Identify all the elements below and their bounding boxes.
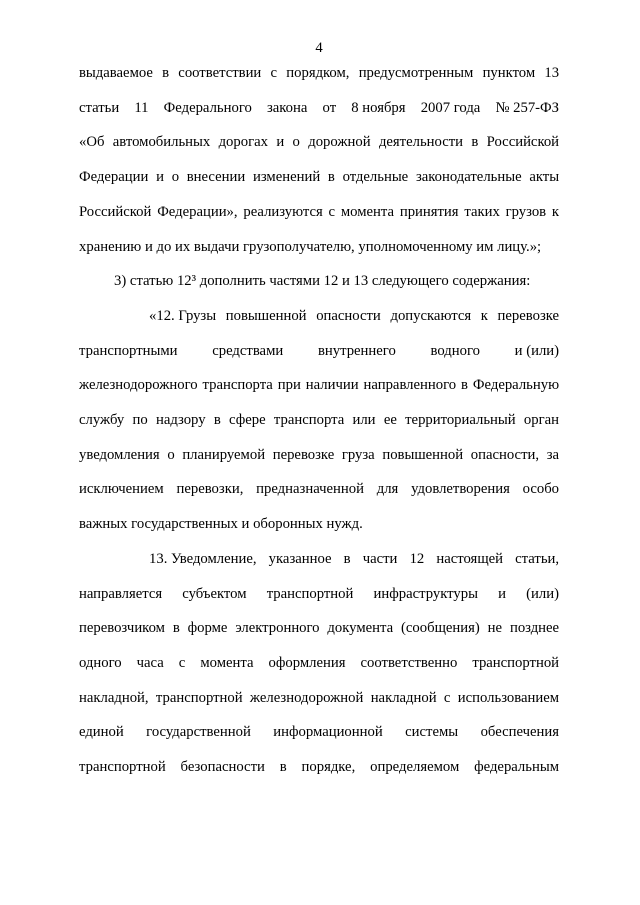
text-line: «Об автомобильных дорогах и о дорожной деятельности в Российской xyxy=(79,134,560,151)
text-line: направляется субъектом транспортной инфраструктуры и (или) xyxy=(79,585,559,602)
text-line: выдаваемое в соответствии с порядком, предусмотренным пунктом 13 xyxy=(79,65,560,81)
no-break-phrase: 8 ноября xyxy=(351,99,406,116)
page-number: 4 xyxy=(315,40,323,56)
paragraph xyxy=(79,264,559,299)
text-line: 13. Уведомление, указанное в части 12 настоящей статьи, xyxy=(79,542,559,577)
text-line: накладной, транспортной железнодорожной накладной с использованием xyxy=(79,689,560,706)
text-line: Российской Федерации», реализуются с момента принятия таких грузов к xyxy=(79,203,560,220)
document-body xyxy=(79,56,559,785)
no-break-phrase: 2007 года xyxy=(420,99,481,116)
no-break-phrase: 13. Уведомление, xyxy=(149,550,257,567)
text-line: службу по надзору в сфере транспорта или ее территориальный орган xyxy=(79,412,560,429)
no-break-phrase: «12. Грузы xyxy=(149,307,217,324)
paragraph xyxy=(79,542,559,785)
text-line: одного часа с момента оформления соответственно транспортной xyxy=(79,654,560,671)
text-line: единой государственной информационной системы обеспечения xyxy=(79,724,559,741)
text-line: хранению и до их выдачи грузополучателю, уполномоченному им лицу.»; xyxy=(79,238,542,255)
text-line: 3) статью 12³ дополнить частями 12 и 13 следующего содержания: xyxy=(114,273,531,290)
paragraph xyxy=(79,299,559,542)
no-break-phrase: и (или) xyxy=(514,342,560,359)
text-line: «12. Грузы повышенной опасности допускаются к перевозке xyxy=(79,299,559,334)
paragraph xyxy=(79,56,559,264)
text-line: уведомления о планируемой перевозке груза повышенной опасности, за xyxy=(79,446,560,463)
text-line: перевозчиком в форме электронного документа (сообщения) не позднее xyxy=(79,620,560,637)
text-line: исключением перевозки, предназначенной для удовлетворения особо xyxy=(79,481,560,498)
no-break-phrase: № 257-ФЗ xyxy=(495,99,560,116)
text-line: Федерации и о внесении изменений в отдельные законодательные акты xyxy=(79,169,560,186)
text-line: статьи 11 Федерального закона от 8 ноября 2007 года № 257-ФЗ xyxy=(79,91,559,126)
text-line: железнодорожного транспорта при наличии направленного в Федеральную xyxy=(79,377,560,394)
text-line: важных государственных и оборонных нужд. xyxy=(79,516,363,533)
text-line: транспортными средствами внутреннего водного и (или) xyxy=(79,334,559,369)
text-line: транспортной безопасности в порядке, определяемом федеральным xyxy=(79,759,559,776)
